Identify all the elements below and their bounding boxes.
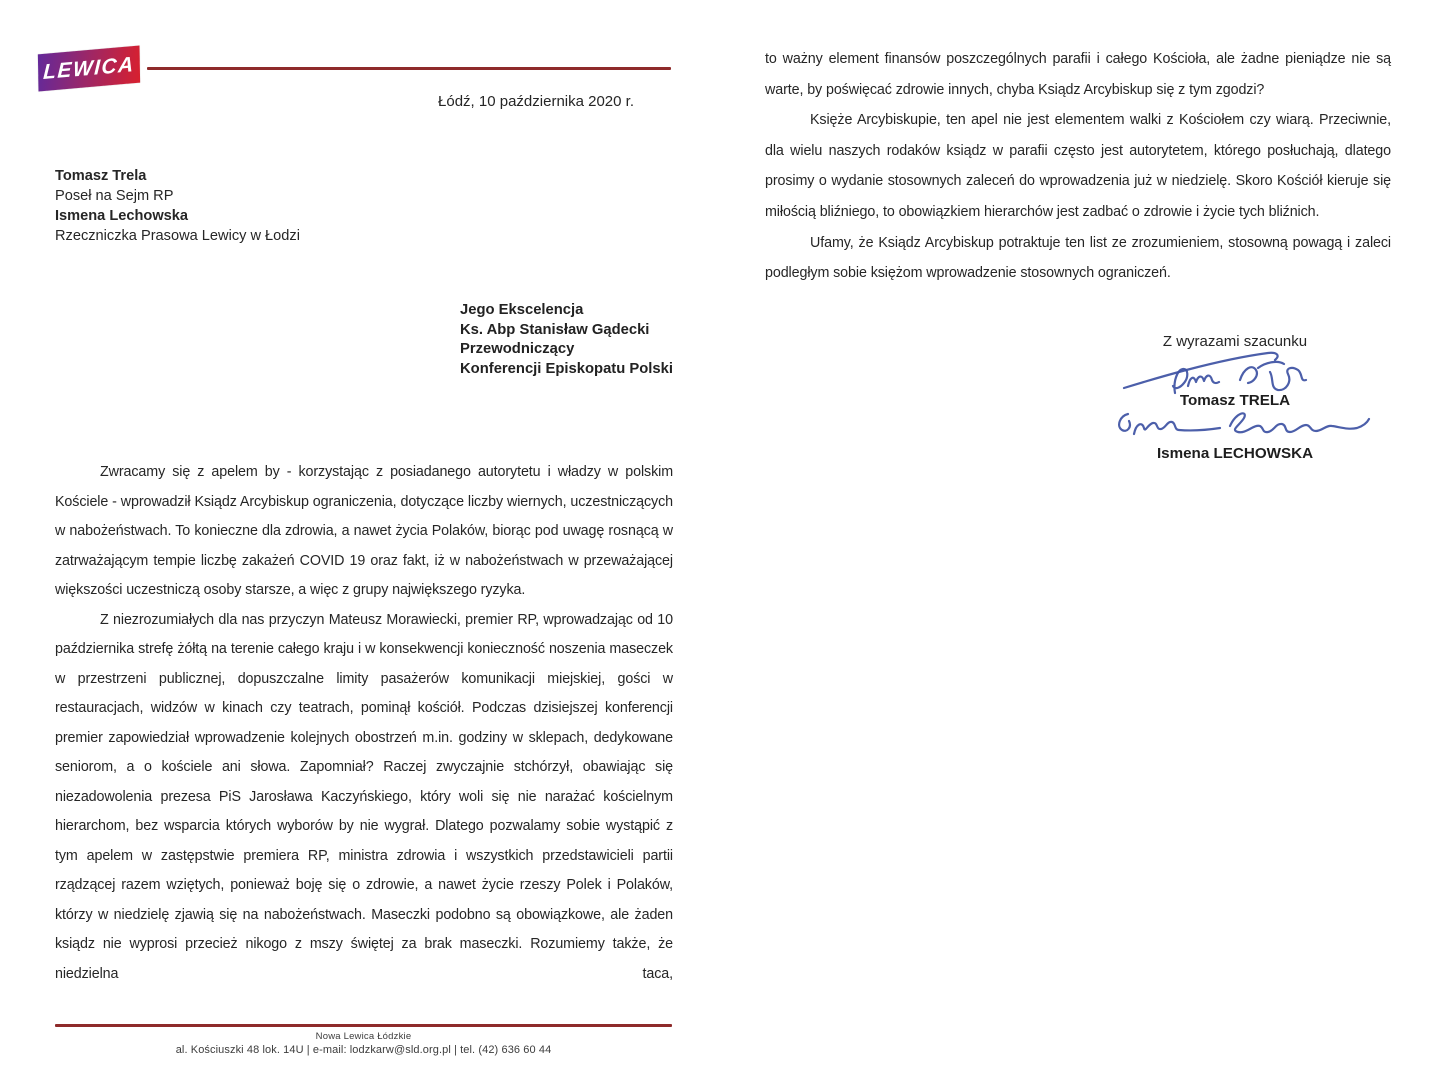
sender-name-lechowska: Ismena Lechowska [55,208,189,224]
addressee-line-4: Konferencji Episkopatu Polski [460,360,673,377]
body-paragraph: Księże Arcybiskupie, ten apel nie jest elementem walki z Kościołem czy wiarą. Przeciwnie, dla wielu naszych rodaków ksiądz w parafii często jest autorytetem, którego posłuchają, dlatego prosimy o wydanie stosownych zaleceń do wprowadzenia już w niedzielę. Skoro Kościół kieruje się miłością bliźniego, to obowiązkiem hierarchów jest zadbać o zdrowie i życie tych bliźnich. [765,112,1391,220]
signature-block [1040,333,1430,478]
sender-role-trela: Poseł na Sejm RP [55,188,174,204]
footer-contact: al. Kościuszki 48 lok. 14U | e-mail: lodzkarw@sld.org.pl | tel. (42) 636 60 44 [175,1044,552,1056]
signer-name-lechowska: Ismena LECHOWSKA [1156,445,1314,462]
body-paragraph: Ufamy, że Ksiądz Arcybiskup potraktuje ten list ze zrozumieniem, stosowną powagą i zaleci podległym sobie księżom wprowadzenie stosownych ograniczeń. [765,234,1391,282]
signer-name-trela: Tomasz TRELA [1179,392,1291,409]
lewica-logo-text: LEWICA [42,52,136,84]
sender-block [55,166,300,246]
sender-role-lechowska: Rzeczniczka Prasowa Lewicy w Łodzi [55,228,300,244]
addressee-block [460,301,673,379]
addressee-line-3: Przewodniczący [460,341,575,357]
footer-block [55,1031,672,1056]
header-rule [147,67,671,70]
trela-handwritten-signature [1120,346,1330,398]
letter-body-right [765,44,1391,289]
lewica-logo [38,46,140,92]
body-paragraph: Zwracamy się z apelem by - korzystając z posiadanego autorytetu i władzy w polskim Kościele - wprowadził Ksiądz Arcybiskup ograniczenia, dotyczące liczby wiernych, uczestniczących w nabożeństwach. To konieczne dla zdrowia, a nawet życia Polaków, biorąc pod uwagę rosnącą w zatrważającym tempie liczbę zakażeń COVID 19 oraz fakt, iż w nabożeństwach w przeważającej większości uczestniczą osoby starsze, a więc z grupy największego ryzyka. [55,464,673,598]
lechowska-handwritten-signature [1112,404,1372,450]
letter-body-left [55,458,673,989]
addressee-line-2: Ks. Abp Stanisław Gądecki [460,321,650,338]
closing-line: Z wyrazami szacunku [1162,333,1308,350]
addressee-line-1: Jego Ekscelencja [460,302,584,318]
footer-rule [55,1024,672,1027]
sender-name-trela: Tomasz Trela [55,168,147,184]
body-paragraph: Z niezrozumiałych dla nas przyczyn Mateusz Morawiecki, premier RP, wprowadzając od 10 października strefę żółtą na terenie całego kraju i w konsekwencji konieczność noszenia maseczek w przestrzeni publicznej, dopuszczalne limity pasażerów komunikacji miejskiej, gości w restauracjach, widzów w kinach czy teatrach, pominął kościół. Podczas dzisiejszej konferencji premier zapowiedział wprowadzenie kolejnych obostrzeń m.in. godziny w sklepach, dedykowane seniorom, a o kościele ani słowa. Zapomniał? Raczej zwyczajnie stchórzył, obawiając się niezadowolenia prezesa PiS Jarosława Kaczyńskiego, który woli się nie narażać kościelnym hierarchom, bez wsparcia których wyborów by nie wygrał. Dlatego pozwalamy sobie wystąpić z tym apelem w zastępstwie premiera RP, ministra zdrowia i wszystkich przedstawicieli partii rządzącej razem wziętych, ponieważ boję się o zdrowie, a nawet życie rzeszy Polek i Polaków, którzy w niedzielę zjawią się na nabożeństwach. Maseczki podobno są obowiązkowe, ale żaden ksiądz nie wyprosi przecież nikogo z mszy świętej za brak maseczki. Rozumiemy także, że niedzielna taca, [55,611,673,982]
footer-org: Nowa Lewica Łódzkie [315,1031,412,1042]
body-paragraph: to ważny element finansów poszczególnych parafii i całego Kościoła, ale żadne pieniądze nie są warte, by poświęcać zdrowie innych, chyba Ksiądz Arcybiskup się z tym zgodzi? [765,51,1391,98]
date-line: Łódź, 10 października 2020 r. [438,93,634,110]
